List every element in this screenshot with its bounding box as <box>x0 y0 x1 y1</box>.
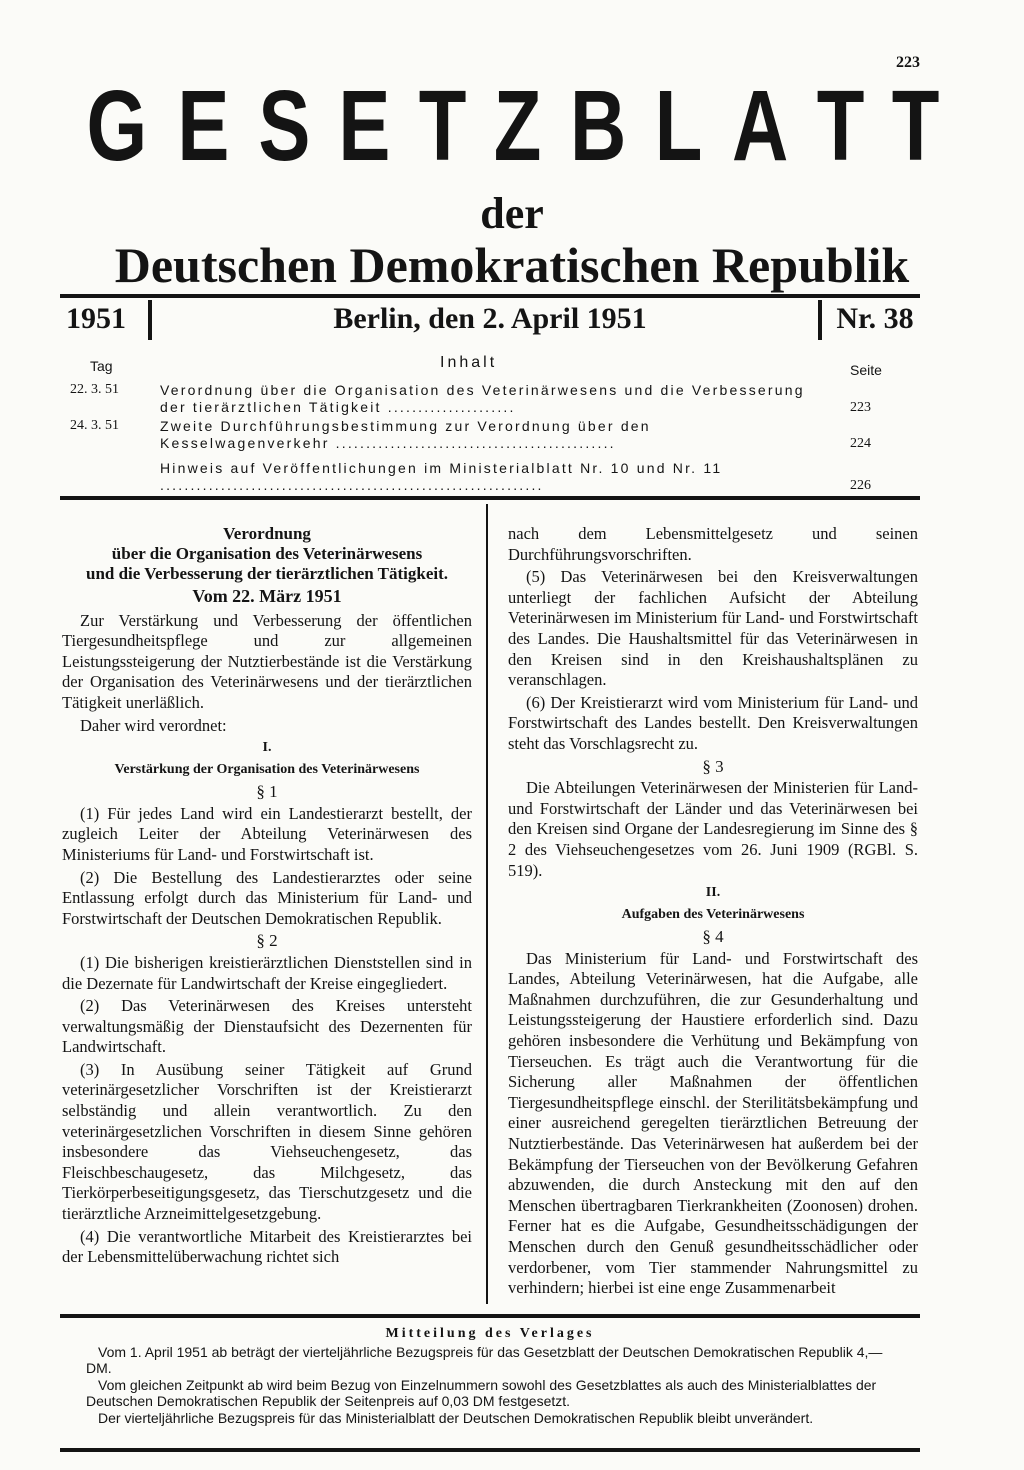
paragraph: (1) Die bisherigen kreistierärztlichen Dienststellen sind in die Dezernate für Landwirtschaft der Kreise eingegliedert. <box>62 952 472 993</box>
toc-page: 224 <box>850 436 871 451</box>
masthead-der: der <box>480 189 544 238</box>
paragraph: (6) Der Kreistierarzt wird vom Ministerium für Land- und Forstwirtschaft des Landes bestellt. Den Kreisverwaltungen steht das Vorschlagsrecht zu. <box>508 692 918 753</box>
paragraph: Daher wird verordnet: <box>80 715 227 735</box>
page-number: 223 <box>896 54 920 71</box>
paragraph: (4) Die verantwortliche Mitarbeit des Kreistierarztes bei der Lebensmittelüberwachung richtet sich <box>62 1226 472 1267</box>
paragraph: Die Abteilungen Veterinärwesen der Ministerien für Land- und Forstwirtschaft der Länder und das Veterinärwesen bei den Kreisen sind Organe der Landesregierung im Sinne des § 2 des Viehseuchengesetzes vom 26. Juni 1909 (RGBl. S. 519). <box>508 778 918 880</box>
toc-page: 223 <box>850 400 871 415</box>
article-column-right <box>508 524 918 1301</box>
issue-divider <box>148 300 152 340</box>
toc-text: Zweite Durchführungsbestimmung zur Verordnung über den Kesselwagenverkehr .............................................. <box>160 418 651 451</box>
section-number: II. <box>705 885 721 901</box>
paragraph: (2) Die Bestellung des Landestierarztes oder seine Entlassung erfolgt durch das Ministerium für Land- und Forstwirtschaft der Deutschen Demokratischen Republik. <box>62 867 472 928</box>
toc-page: 226 <box>850 478 871 493</box>
notice-title: Mitteilung des Verlages <box>385 1326 595 1341</box>
masthead-title <box>0 72 1024 180</box>
masthead-letter: T <box>891 70 940 182</box>
section-number: I. <box>262 740 272 756</box>
article-column-left <box>62 524 472 1270</box>
masthead-letter: L <box>655 70 703 182</box>
paragraph-sign: § 3 <box>702 756 724 776</box>
paragraph: (2) Das Veterinärwesen des Kreises untersteht verwaltungsmäßig der Dienstaufsicht des Dezernenten für Landwirtschaft. <box>62 996 472 1057</box>
masthead-subtitle: Deutschen Demokratischen Republik <box>114 237 910 293</box>
masthead-letter: A <box>731 70 788 182</box>
paragraph: nach dem Lebensmittelgesetz und seinen Durchführungsvorschriften. <box>508 524 918 564</box>
toc-text: Verordnung über die Organisation des Veterinärwesens und die Verbesserung der tierärztlichen Tätigkeit ..................... <box>160 382 805 415</box>
paragraph-sign: § 1 <box>256 782 278 802</box>
masthead-letter: E <box>177 70 230 182</box>
section-title: Verstärkung der Organisation des Veterinärwesens <box>114 762 420 778</box>
toc-rule <box>60 496 920 500</box>
paragraph-sign: § 2 <box>256 931 278 951</box>
masthead-letter: B <box>570 70 627 182</box>
masthead-letter: S <box>257 70 310 182</box>
masthead-letter: G <box>86 70 148 182</box>
masthead-letter: Z <box>493 70 542 182</box>
notice-paragraph: Vom gleichen Zeitpunkt ab wird beim Bezug von Einzelnummern sowohl des Gesetzblattes als auch des Ministerialblattes der Deutschen Demokratischen Republik der Seitenpreis auf 0,03 DM festgesetzt. <box>86 1377 877 1409</box>
article-date: Vom 22. März 1951 <box>192 586 342 606</box>
paragraph: Zur Verstärkung und Verbesserung der öffentlichen Tiergesundheitspflege und zur allgemeinen Leistungssteigerung der Nutztierbestände ist die Verstärkung der Organisation des Veterinärwesens und der tierärztlichen Tätigkeit unerläßlich. <box>62 610 472 712</box>
issue-year: 1951 <box>66 302 126 335</box>
paragraph: Das Ministerium für Land- und Forstwirtschaft des Landes, Abteilung Veterinärwesen, hat die Aufgabe, alle Maßnahmen durchzuführen, die zur Gesunderhaltung und Leistungssteigerung der Haustiere erforderlich sind. Dazu gehören insbesondere die Verhütung und Bekämpfung von Tierseuchen. Es trägt auch die Verantwortung für die Sicherung aller Maßnahmen der öffentlichen Tiergesundheitspflege einschl. der Sterilitätsbekämpfung und einer ausreichend geregelten tierärztlichen Betreuung der Nutztierbestände. Das Veterinärwesen hat außerdem bei der Bekämpfung der Tierseuchen von der Bevölkerung Gefahren abzuwenden, die durch Ansteckung mit den auf den Menschen übertragbaren Tierkrankheiten (Zoonosen) drohen. Ferner hat es die Aufgabe, Gesundheitsschädigungen der Menschen durch den Genuß gesundheitsschädlicher oder verdorbener, vom Tier stammender Nahrungsmittel zu verhindern; hierbei ist eine enge Zusammenarbeit <box>508 948 918 1298</box>
toc-text: Hinweis auf Veröffentlichungen im Ministerialblatt Nr. 10 und Nr. 11 ............................................................... <box>160 460 723 493</box>
article-heading: und die Verbesserung der tierärztlichen Tätigkeit. <box>85 564 449 583</box>
toc-header-seite: Seite <box>850 362 882 378</box>
masthead-letter: T <box>816 70 865 182</box>
header-rule <box>60 294 920 298</box>
table-of-contents <box>60 352 920 492</box>
column-divider <box>486 504 488 1304</box>
paragraph: (3) In Ausübung seiner Tätigkeit auf Grund veterinärgesetzlicher Vorschriften ist der Kreistierarzt selbständig und allein verantwortlich. Zu den veterinärgesetzlichen Vorschriften in diesem Sinne gehören insbesondere das Viehseuchengesetz, das Fleischbeschaugesetz, das Milchgesetz, das Tierkörperbeseitigungsgesetz, das Tierschutzgesetz und die tierärztliche Arzneimittelgesetzgebung. <box>62 1059 472 1224</box>
paragraph-sign: § 4 <box>702 927 724 947</box>
issue-bar <box>60 300 920 344</box>
article-heading: über die Organisation des Veterinärwesens <box>111 544 423 563</box>
article-heading: Verordnung <box>223 524 311 543</box>
masthead-letter: T <box>418 70 467 182</box>
masthead-letter: E <box>338 70 391 182</box>
publisher-notice <box>60 1314 920 1452</box>
toc-header-inhalt: Inhalt <box>440 354 498 371</box>
section-title: Aufgaben des Veterinärwesens <box>621 907 805 923</box>
notice-paragraph: Der vierteljährliche Bezugspreis für das Ministerialblatt der Deutschen Demokratischen Republik bleibt unverändert. <box>98 1410 814 1426</box>
toc-date: 24. 3. 51 <box>70 418 119 433</box>
toc-date: 22. 3. 51 <box>70 382 119 397</box>
paragraph: (1) Für jedes Land wird ein Landestierarzt bestellt, der zugleich Leiter der Abteilung Veterinärwesen des Ministeriums für Land- und Forstwirtschaft ist. <box>62 803 472 864</box>
paragraph: (5) Das Veterinärwesen bei den Kreisverwaltungen unterliegt der fachlichen Aufsicht der Abteilung Veterinärwesen im Ministerium für Land- und Forstwirtschaft des Landes. Die Haushaltsmittel für das Veterinärwesen in den Kreisen sind in den Kreishaushaltsplänen zu veranschlagen. <box>508 567 918 690</box>
issue-number: Nr. 38 <box>836 302 914 335</box>
issue-divider <box>818 300 822 340</box>
toc-header-tag: Tag <box>90 358 113 374</box>
notice-paragraph: Vom 1. April 1951 ab beträgt der vierteljährliche Bezugspreis für das Gesetzblatt der Deutschen Demokratischen Republik 4,— DM. <box>86 1344 883 1376</box>
issue-date: Berlin, den 2. April 1951 <box>333 302 647 335</box>
